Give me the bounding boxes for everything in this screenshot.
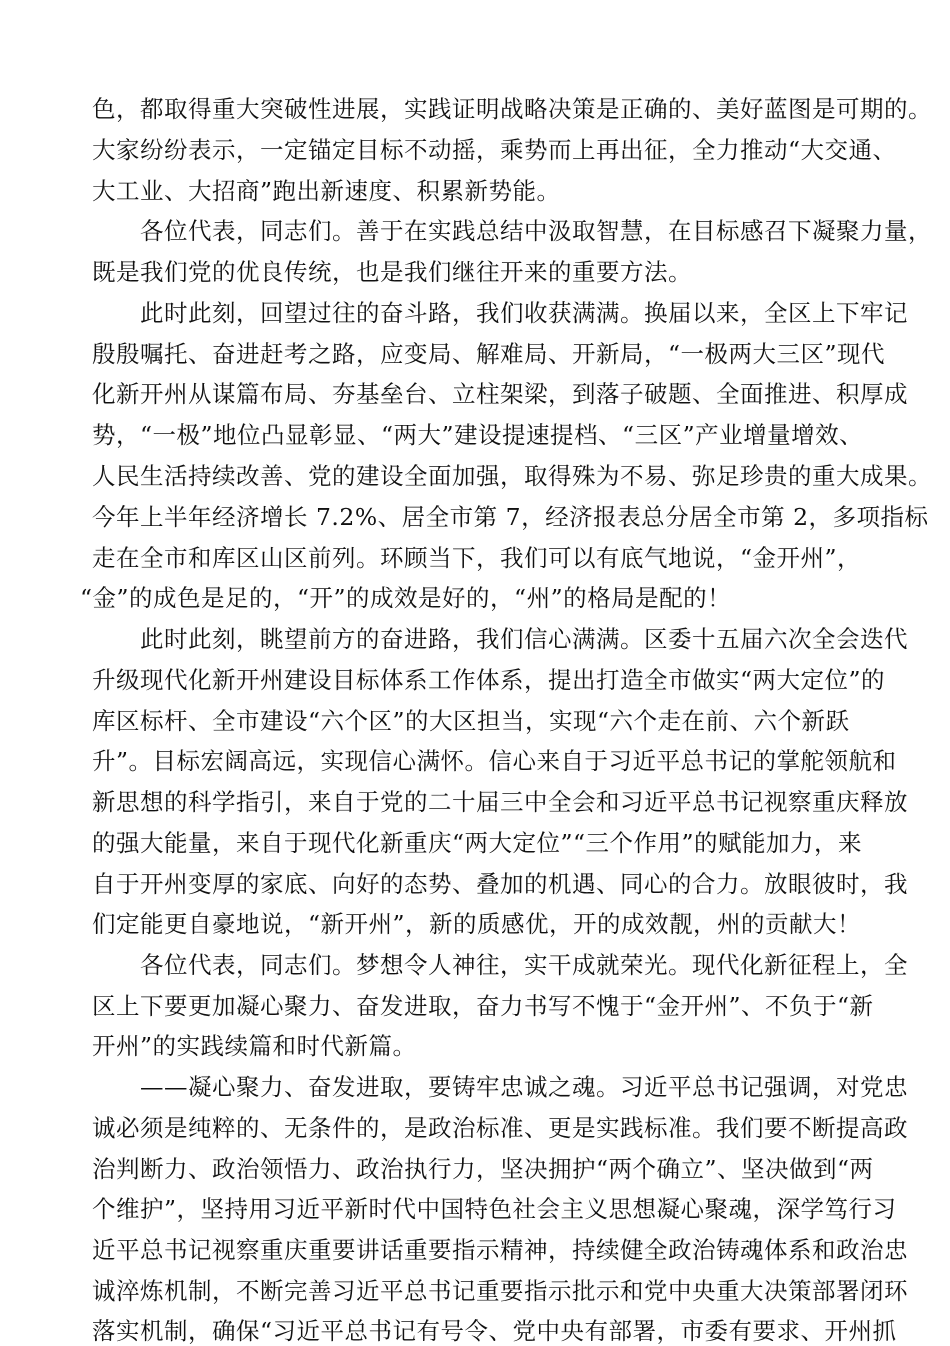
text-line-23: 区上下要更加凝心聚力、奋发进取，奋力书写不愧于“金开州”、不负于“新 — [92, 992, 874, 1020]
text-line-13: “金”的成色是足的，“开”的成效是好的，“州”的格局是配的！ — [80, 584, 732, 612]
text-line-24: 开州”的实践续篇和时代新篇。 — [92, 1032, 417, 1060]
text-line-20: 自于开州变厚的家底、向好的态势、叠加的机遇、同心的合力。放眼彼时，我 — [92, 870, 908, 898]
text-line-15: 升级现代化新开州建设目标体系工作体系，提出打造全市做实“两大定位”的 — [92, 666, 886, 694]
text-line-26: 诚必须是纯粹的、无条件的，是政治标准、更是实践标准。我们要不断提高政 — [92, 1114, 908, 1142]
text-line-25: ——凝心聚力、奋发进取，要铸牢忠诚之魂。习近平总书记强调，对党忠 — [140, 1073, 908, 1101]
text-line-5: 既是我们党的优良传统，也是我们继往开来的重要方法。 — [92, 258, 692, 286]
text-line-16: 库区标杆、全市建设“六个区”的大区担当，实现“六个走在前、六个新跃 — [92, 707, 850, 735]
text-line-2: 大家纷纷表示，一定锚定目标不动摇，乘势而上再出征，全力推动“大交通、 — [92, 136, 897, 164]
text-line-17: 升”。目标宏阔高远，实现信心满怀。信心来自于习近平总书记的掌舵领航和 — [92, 747, 897, 775]
text-line-22: 各位代表，同志们。梦想令人神往，实干成就荣光。现代化新征程上，全 — [140, 951, 908, 979]
text-line-11: 今年上半年经济增长 7.2%、居全市第 7，经济报表总分居全市第 2，多项指标 — [92, 503, 929, 531]
text-line-6: 此时此刻，回望过往的奋斗路，我们收获满满。换届以来，全区上下牢记 — [140, 299, 908, 327]
text-line-21: 们定能更自豪地说，“新开州”，新的质感优，开的成效靓，州的贡献大！ — [92, 910, 862, 938]
text-line-27: 治判断力、政治领悟力、政治执行力，坚决拥护“两个确立”、坚决做到“两 — [92, 1155, 874, 1183]
text-line-8: 化新开州从谋篇布局、夯基垒台、立柱架梁，到落子破题、全面推进、积厚成 — [92, 380, 908, 408]
text-line-10: 人民生活持续改善、党的建设全面加强，取得殊为不易、弥足珍贵的重大成果。 — [92, 462, 932, 490]
text-line-18: 新思想的科学指引，来自于党的二十届三中全会和习近平总书记视察重庆释放 — [92, 788, 908, 816]
text-line-9: 势，“一极”地位凸显彰显、“两大”建设提速提档、“三区”产业增量增效、 — [92, 421, 864, 449]
text-line-29: 近平总书记视察重庆重要讲话重要指示精神，持续健全政治铸魂体系和政治忠 — [92, 1236, 908, 1264]
text-line-7: 殷殷嘱托、奋进赶考之路，应变局、解难局、开新局，“一极两大三区”现代 — [92, 340, 886, 368]
text-line-12: 走在全市和库区山区前列。环顾当下，我们可以有底气地说，“金开州”， — [92, 544, 862, 572]
text-line-1: 色，都取得重大突破性进展，实践证明战略决策是正确的、美好蓝图是可期的。 — [92, 95, 932, 123]
text-line-30: 诚淬炼机制，不断完善习近平总书记重要指示批示和党中央重大决策部署闭环 — [92, 1277, 908, 1305]
text-line-4: 各位代表，同志们。善于在实践总结中汲取智慧，在目标感召下凝聚力量， — [140, 217, 932, 245]
text-line-14: 此时此刻，眺望前方的奋进路，我们信心满满。区委十五届六次全会迭代 — [140, 625, 908, 653]
text-line-28: 个维护”，坚持用习近平新时代中国特色社会主义思想凝心聚魂，深学笃行习 — [92, 1195, 897, 1223]
text-line-31: 落实机制，确保“习近平总书记有号令、党中央有部署，市委有要求、开州抓 — [92, 1317, 897, 1345]
text-line-3: 大工业、大招商”跑出新速度、积累新势能。 — [92, 177, 561, 205]
text-line-19: 的强大能量，来自于现代化新重庆“两大定位”“三个作用”的赋能加力，来 — [92, 829, 863, 857]
